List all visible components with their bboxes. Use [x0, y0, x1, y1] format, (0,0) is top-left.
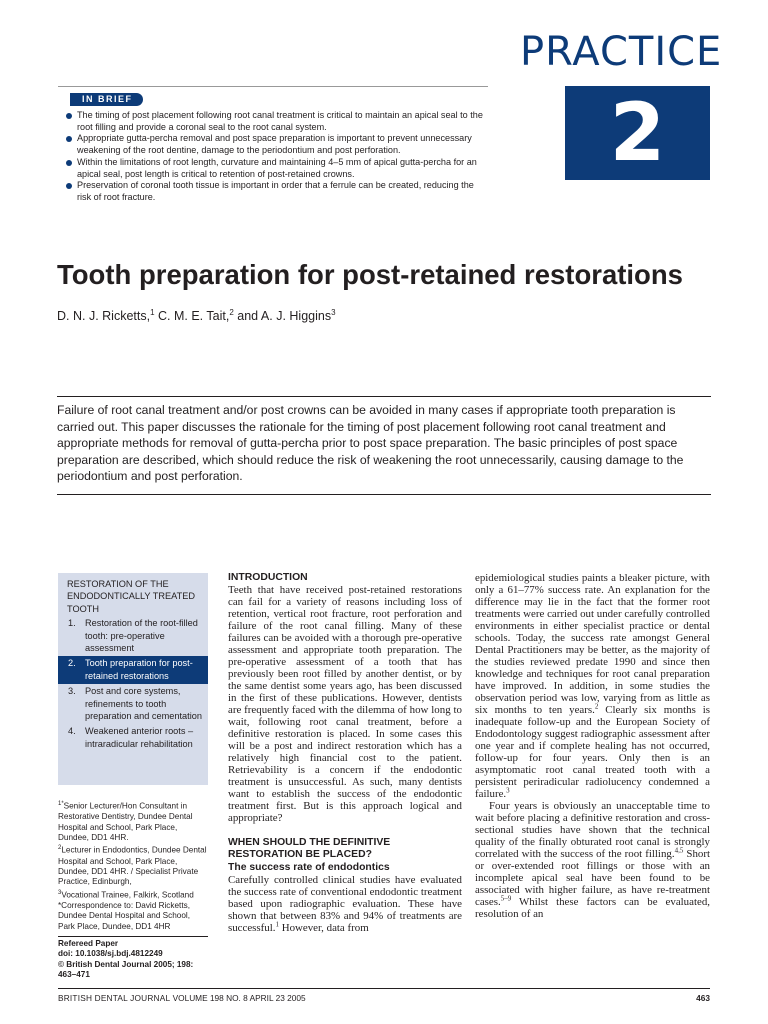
subsection-heading: The success rate of endodontics: [228, 861, 390, 873]
correspondence: *Correspondence to: David Ricketts, Dundee Dental Hospital and School, Park Place, Dundee, DD1 4HR: [58, 900, 190, 931]
copyright-label: © British Dental Journal 2005; 198: 463–471: [58, 959, 194, 980]
journal-name: BRITISH DENTAL JOURNAL: [58, 993, 171, 1003]
article-title: Tooth preparation for post-retained restorations: [57, 259, 683, 290]
citation: 2: [594, 702, 599, 711]
abstract: Failure of root canal treatment and/or post crowns can be avoided in many cases if appropriate tooth preparation is carried out. This paper discusses the rationale for the timing of post placement following root canal treatment and appropriate methods for removal of gutta-percha prior to post space preparation. The basic principles of post space preparation are described, which should reduce the risk of weakening the root unnecessarily, causing damage to the periodontium and post perforation.: [57, 396, 711, 495]
section-heading: INTRODUCTION: [228, 572, 308, 583]
author-list: D. N. J. Ricketts,$^1$ C. M. E. Tait,$^2$ and A. J. Higgins$^3$: [57, 308, 336, 324]
series-item-current: 2. Tooth preparation for post-retained restorations: [58, 656, 208, 684]
citation: 5–9: [500, 894, 512, 903]
body-column-1: [228, 572, 462, 934]
in-brief-item: The timing of post placement following root canal treatment is critical to maintain an apical seal to the root filling and provide a coronal seal to the root canal system.: [58, 110, 488, 133]
affiliation: $^2$Lecturer in Endodontics, Dundee Dental Hospital and School, Park Place, Dundee, DD1 4HR. / Specialist Private Practice, Edinburgh,: [58, 845, 207, 887]
section-number-box: 2: [565, 86, 710, 180]
citation: 3: [506, 786, 510, 795]
paragraph: Carefully controlled clinical studies have evaluated the success rate of conventional endodontic treatment based upon radiographic evaluation. These have shown that between 83% and 94% of treatments are successful.$^1$ However, data from: [228, 873, 462, 934]
referee-info: [58, 936, 208, 981]
section-label: PRACTICE: [520, 29, 723, 75]
in-brief-item: Appropriate gutta-percha removal and post space preparation is important to prevent unnecessary weakening of the root dentine, damage to the periodontium and post perforation.: [58, 133, 488, 156]
doi-label: doi: 10.1038/sj.bdj.4812249: [58, 949, 163, 959]
refereed-label: Refereed Paper: [58, 939, 119, 948]
page-footer: [58, 988, 710, 1004]
in-brief-item: Preservation of coronal tooth tissue is important in order that a ferrule can be created, reducing the risk of root fracture.: [58, 180, 488, 203]
page-number: 463: [696, 993, 710, 1003]
issue-info: VOLUME 198 NO. 8 APRIL 23 2005: [172, 993, 306, 1003]
series-item: 3. Post and core systems, refinements to tooth preparation and cementation: [68, 686, 202, 722]
author-affiliation-mark: 2: [229, 308, 234, 317]
section-heading: WHEN SHOULD THE DEFINITIVE RESTORATION BE PLACED?: [228, 837, 391, 861]
author-affiliation-mark: 3: [331, 308, 336, 317]
paragraph: Four years is obviously an unacceptable time to wait before placing a definitive restoration and cross-sectional studies have shown that the technical quality of the finally obturated root canal is strongly correlated with the success of the root filling.$^{4,5}$ Short or over-extended root fillings or those with an incomplete apical seal have been found to be associated with higher failure, as have re-treatment cases.$^{5-9}$ Whilst these factors can be evaluated, resolution of an: [475, 800, 710, 920]
in-brief-item: Within the limitations of root length, curvature and maintaining 4–5 mm of apical gutta-percha for an apical seal, post length is critical to retention of post-retained crowns.: [58, 157, 488, 180]
affiliation: $^{1*}$Senior Lecturer/Hon Consultant in Restorative Dentistry, Dundee Dental Hospital and School, Park Place, Dundee, DD1 4HR.: [58, 801, 193, 842]
bullet-icon: [66, 113, 72, 119]
author-name: C. M. E. Tait,: [158, 309, 230, 324]
author-name: A. J. Higgins: [260, 309, 332, 324]
author-name: D. N. J. Ricketts,: [57, 309, 151, 324]
bullet-icon: [66, 136, 72, 142]
in-brief-tag: IN BRIEF: [70, 93, 143, 106]
author-affiliation-mark: 1: [150, 308, 155, 317]
in-brief-list: [58, 110, 488, 204]
body-column-2: [475, 572, 710, 920]
in-brief-box: [58, 86, 488, 204]
paragraph: Teeth that have received post-retained restorations can fail for a variety of reasons including loss of retention, vertical root fracture, root perforation and failure of the root canal filling. Many of these failures can be avoided with a thorough pre-operative assessment and appropriate tooth preparation. The pre-operative assessment of a tooth that has previously been root filled by another dentist, or by the same dentist some years ago, has been discussed in the first of these publications. However, dentists are frequently faced with the dilemma of how long to wait, following root canal treatment, before a definitive restoration is placed. In some cases this will be a post and indirect restoration which has a relatively high financial cost to the patient. Retrievability is a concern if the endodontic treatment is unsuccessful. As such, many dentists want to establish the success of the endodontic treatment first. But is this approach logical and appropriate?: [228, 584, 462, 825]
bullet-icon: [66, 183, 72, 189]
affiliations: [58, 799, 208, 932]
citation: 4,5: [674, 846, 684, 855]
paragraph: epidemiological studies paints a bleaker picture, with only a 61–77% success rate. An explanation for the difference may lie in the fact that the former root treatments were carried out under carefully controlled environments in either specialist practice or dental schools. Today, the success rate amongst General Dental Practitioners may be better, as the majority of the studies reviewed predate 1990 and since then knowledge and techniques for root canal preparation have improved. In addition, in some studies the observation period was low, varying from as little as six months to ten years.$^2$ Clearly six months is inadequate follow-up and the European Society of Endodontology suggest radiographic assessment after one year and if complete healing has not occurred, follow-up for four years. Only then is an asymptomatic root canal treated tooth with a persistent periradicular radiolucency condemned a failure.$^3$: [475, 572, 710, 800]
citation: 1: [275, 920, 279, 929]
in-brief-rule: [58, 86, 488, 87]
series-heading: RESTORATION OF THE ENDODONTICALLY TREATED TOOTH: [67, 579, 195, 614]
series-item: 1. Restoration of the root-filled tooth: pre-operative assessment: [68, 618, 198, 654]
affiliation: $^3$Vocational Trainee, Falkirk, Scotland: [58, 889, 194, 900]
bullet-icon: [66, 160, 72, 166]
series-item: 4. Weakened anterior roots – intraradicular rehabilitation: [68, 726, 194, 749]
series-box: [58, 573, 208, 785]
